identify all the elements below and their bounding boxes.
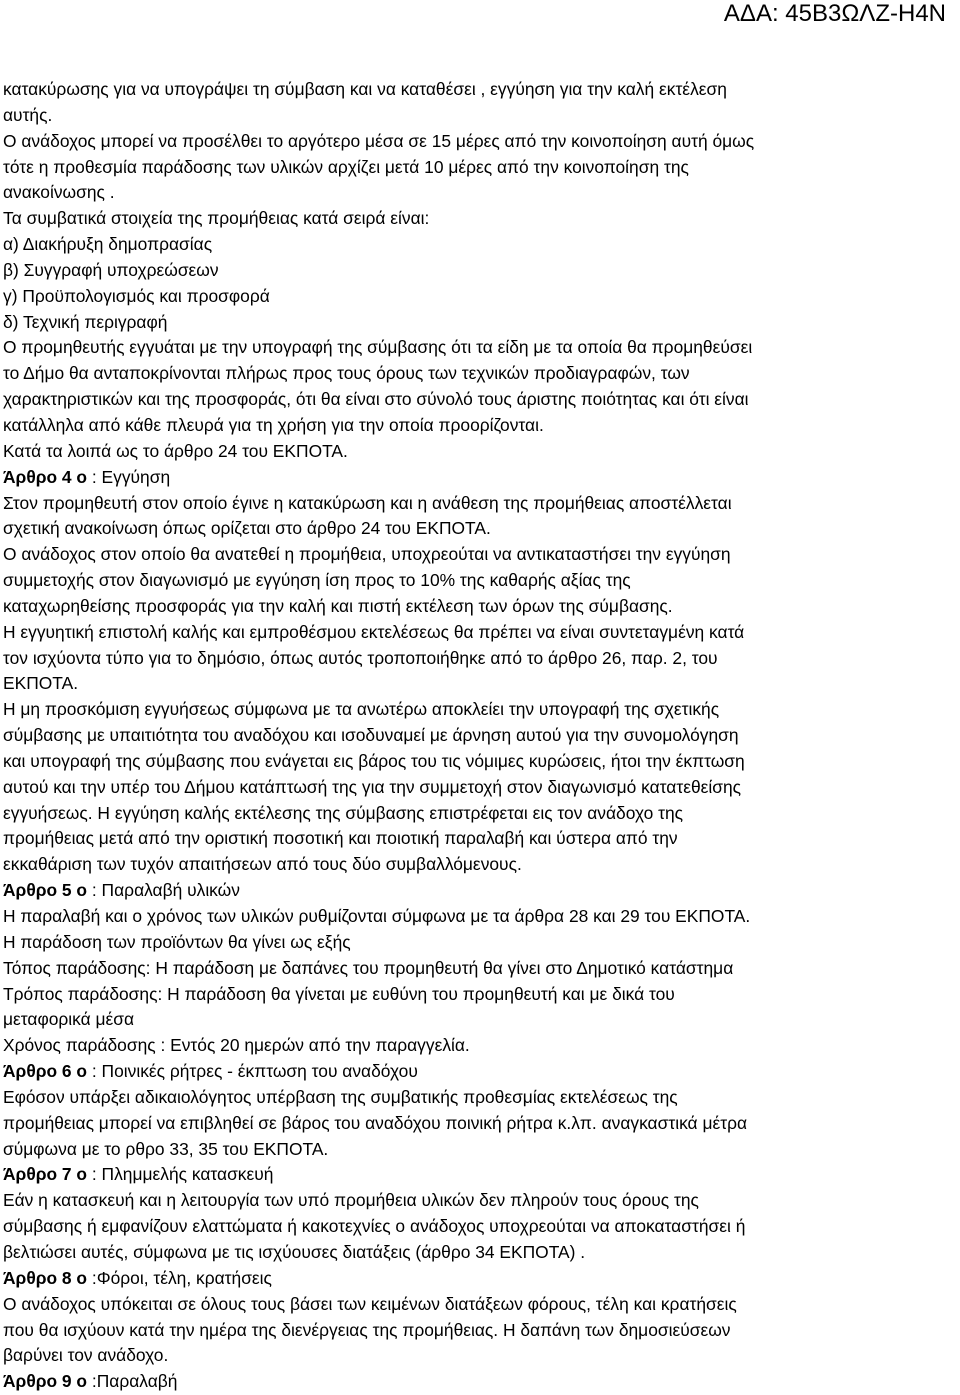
article-title: : Εγγύηση — [87, 466, 171, 487]
text-line: προμήθειας μπορεί να επιβληθεί σε βάρος του αναδόχου ποινική ρήτρα κ.λπ. αναγκαστικά μέτρα — [3, 1112, 748, 1133]
text-line: συμμετοχής στον διαγωνισμό με εγγύηση ίση προς το 10% της καθαρής αξίας της — [3, 570, 631, 591]
text-line: αυτού και την υπέρ του Δήμου κατάπτωσή της για την συμμετοχή στον διαγωνισμό κατατεθείσης — [3, 776, 742, 797]
text-line: τον ισχύοντα τύπο για το δημόσιο, όπως αυτός τροποποιήθηκε από το άρθρο 26, παρ. 2, του — [3, 647, 718, 668]
text-line: Ο προμηθευτής εγγυάται με την υπογραφή της σύμβασης ότι τα είδη με τα οποία θα προμηθεύσει — [3, 337, 753, 358]
text-line: που θα ισχύουν κατά την ημέρα της διενέργειας της προμήθειας. Η δαπάνη των δημοσιεύσεων — [3, 1319, 731, 1340]
article-heading — [3, 1369, 955, 1395]
text-line: Τα συμβατικά στοιχεία της προμήθειας κατά σειρά είναι: — [3, 208, 430, 229]
article-heading — [3, 1059, 955, 1085]
text-line: βαρύνει τον ανάδοχο. — [3, 1345, 169, 1366]
text-line: το Δήμο θα ανταποκρίνονται πλήρως προς τους όρους των τεχνικών προδιαγραφών, των — [3, 363, 690, 384]
text-line: β) Συγγραφή υποχρεώσεων — [3, 259, 219, 280]
article-title: : Πλημμελής κατασκευή — [87, 1164, 274, 1185]
article-number: Άρθρο 7 ο — [3, 1164, 88, 1185]
article-heading — [3, 878, 955, 904]
text-line: σχετική ανακοίνωση όπως ορίζεται στο άρθρο 24 του ΕΚΠΟΤΑ. — [3, 518, 491, 539]
article-number: Άρθρο 4 ο — [3, 466, 88, 487]
text-line: βελτιώσει αυτές, σύμφωνα με τις ισχύουσες διατάξεις (άρθρο 34 ΕΚΠΟΤΑ) . — [3, 1241, 586, 1262]
text-line: Κατά τα λοιπά ως το άρθρο 24 του ΕΚΠΟΤΑ. — [3, 440, 348, 461]
text-line: γ) Προϋπολογισμός και προσφορά — [3, 285, 270, 306]
article-heading — [3, 1162, 955, 1188]
text-line: α) Διακήρυξη δημοπρασίας — [3, 234, 213, 255]
article-number: Άρθρο 9 ο — [3, 1371, 88, 1392]
text-line: και υπογραφή της σύμβασης που ενάγεται εις βάρος του τις νόμιμες κυρώσεις, ήτοι την έκπτωση — [3, 750, 745, 771]
article-number: Άρθρο 6 ο — [3, 1061, 88, 1082]
document-body — [3, 77, 955, 1395]
text-line: Εφόσον υπάρξει αδικαιολόγητος υπέρβαση της συμβατικής προθεσμίας εκτελέσεως της — [3, 1086, 678, 1107]
text-line: χαρακτηριστικών και της προσφοράς, ότι θα είναι στο σύνολό τους άριστης ποιότητας και ότι είναι — [3, 389, 749, 410]
text-line: δ) Τεχνική περιγραφή — [3, 311, 168, 332]
article-title: : Ποινικές ρήτρες - έκπτωση του αναδόχου — [87, 1061, 418, 1082]
text-line: προμήθειας μετά από την οριστική ποσοτική και ποιοτική παραλαβή και ύστερα από την — [3, 828, 678, 849]
text-line: Η εγγυητική επιστολή καλής και εμπροθέσμου εκτελέσεως θα πρέπει να είναι συντεταγμένη κατά — [3, 621, 745, 642]
article-heading — [3, 1266, 955, 1292]
text-line: Τόπος παράδοσης: Η παράδοση με δαπάνες του προμηθευτή θα γίνει στο Δημοτικό κατάστημα — [3, 957, 734, 978]
text-line: Η μη προσκόμιση εγγυήσεως σύμφωνα με τα ανωτέρω αποκλείει την υπογραφή της σχετικής — [3, 699, 720, 720]
text-line: Στον προμηθευτή στον οποίο έγινε η κατακύρωση και η ανάθεση της προμήθειας αποστέλλεται — [3, 492, 732, 513]
text-line: Ο ανάδοχος υπόκειται σε όλους τους βάσει των κειμένων διατάξεων φόρους, τέλη και κρατήσεις — [3, 1293, 737, 1314]
ada-identifier: ΑΔΑ: 45Β3ΩΛΖ-Η4Ν — [723, 0, 946, 27]
article-heading — [3, 465, 955, 491]
text-line: σύμφωνα με το ρθρο 33, 35 του ΕΚΠΟΤΑ. — [3, 1138, 329, 1159]
text-line: σύμβασης με υπαιτιότητα του αναδόχου και ισοδυναμεί με άρνηση αυτού για την συνομολόγηση — [3, 725, 739, 746]
article-title: :Φόροι, τέλη, κρατήσεις — [87, 1267, 272, 1288]
text-line: Τρόπος παράδοσης: Η παράδοση θα γίνεται με ευθύνη του προμηθευτή και με δικά του — [3, 983, 675, 1004]
text-line: κατάλληλα από κάθε πλευρά για τη χρήση για την οποία προορίζονται. — [3, 414, 544, 435]
text-line: ανακοίνωσης . — [3, 182, 115, 203]
text-line: εγγυήσεως. Η εγγύηση καλής εκτέλεσης της σύμβασης επιστρέφεται εις τον ανάδοχο της — [3, 802, 684, 823]
text-line: τότε η προθεσμία παράδοσης των υλικών αρχίζει μετά 10 μέρες από την κοινοποίηση της — [3, 156, 689, 177]
article-title: :Παραλαβή — [87, 1371, 178, 1392]
text-line: κατακύρωσης για να υπογράψει τη σύμβαση και να καταθέσει , εγγύηση για την καλή εκτέλεση — [3, 79, 727, 99]
text-line: ΕΚΠΟΤΑ. — [3, 673, 79, 694]
article-number: Άρθρο 8 ο — [3, 1267, 88, 1288]
text-line: αυτής. — [3, 104, 53, 125]
text-line: Ο ανάδοχος στον οποίο θα ανατεθεί η προμήθεια, υποχρεούται να αντικαταστήσει την εγγύηση — [3, 544, 731, 565]
article-number: Άρθρο 5 ο — [3, 880, 88, 901]
text-line: σύμβασης ή εμφανίζουν ελαττώματα ή κακοτεχνίες ο ανάδοχος υποχρεούται να αποκαταστήσει ή — [3, 1216, 746, 1237]
text-line: εκκαθάριση των τυχόν απαιτήσεων από τους δύο συμβαλλόμενους. — [3, 854, 522, 875]
text-line: μεταφορικά μέσα — [3, 1009, 135, 1030]
text-line: Η παραλαβή και ο χρόνος των υλικών ρυθμίζονται σύμφωνα με τα άρθρα 28 και 29 του ΕΚΠΟΤΑ. — [3, 906, 751, 926]
text-line: Εάν η κατασκευή και η λειτουργία των υπό προμήθεια υλικών δεν πληρούν τους όρους της — [3, 1190, 699, 1211]
text-line: Η παράδοση των προϊόντων θα γίνει ως εξής — [3, 931, 351, 952]
text-line: Χρόνος παράδοσης : Εντός 20 ημερών από την παραγγελία. — [3, 1035, 470, 1056]
article-title: : Παραλαβή υλικών — [87, 880, 240, 901]
text-line: Ο ανάδοχος μπορεί να προσέλθει το αργότερο μέσα σε 15 μέρες από την κοινοποίηση αυτή όμως — [3, 130, 755, 151]
text-line: καταχωρηθείσης προσφοράς για την καλή και πιστή εκτέλεση των όρων της σύμβασης. — [3, 595, 673, 616]
